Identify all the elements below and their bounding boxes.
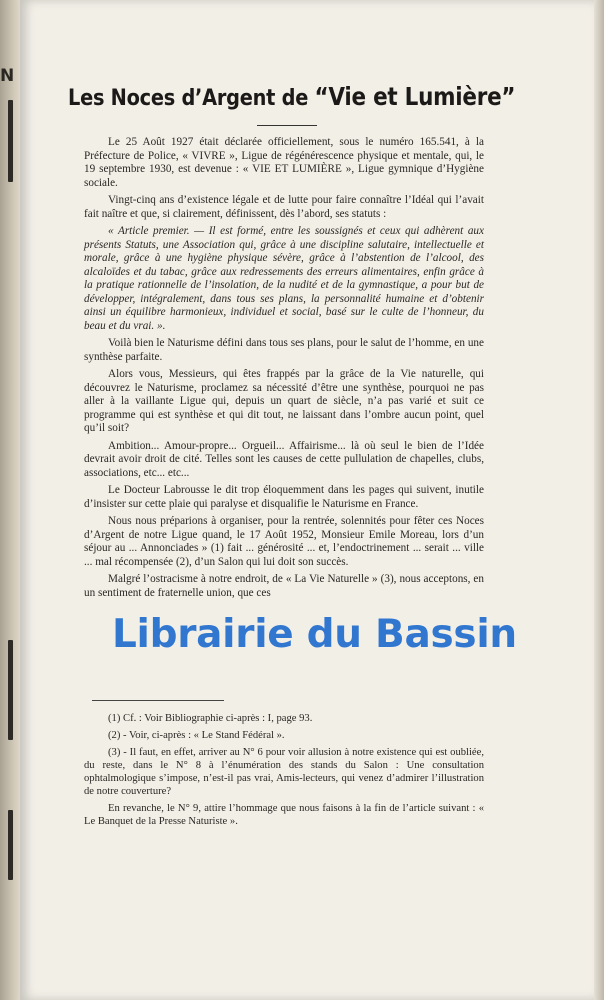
paragraph: Ambition... Amour-propre... Orgueil... Affairisme... là où seul le bien de l’Idée devrait avoir droit de cité. Telles sont les causes de cette pullulation de chapelles, clubs, associations, etc... etc... <box>84 439 484 479</box>
edge-print-bar <box>8 810 13 880</box>
title-underline <box>257 125 317 126</box>
footnote: En revanche, le N° 9, attire l’hommage que nous faisons à la fin de l’article suivant : « Le Banquet de la Presse Naturiste ». <box>84 803 484 827</box>
footnote: (1) Cf. : Voir Bibliographie ci-après : I, page 93. <box>108 713 313 724</box>
paragraph: Nous nous préparions à organiser, pour la rentrée, solennités pour fêter ces Noces d’Argent de notre Ligue quand, le 17 Août 1952, Monsieur Emile Moreau, lors d’un séjour au ... Annonciades » (1) fait ... générosité ... et, l’endoctrinement ... serait ... ville ... mal récompensée (2), d’un Salon qui lui doit son succès. <box>84 515 484 568</box>
paragraph: Le Docteur Labrousse le dit trop éloquemment dans les pages qui suivent, inutile d’insister sur cette plaie qui paralyse et disqualifie le Naturisme en France. <box>84 484 484 510</box>
article-title <box>68 82 516 111</box>
footnote: (3) - Il faut, en effet, arriver au N° 6 pour voir allusion à notre existence qui est oubliée, du reste, dans le N° 8 à l’énumération des stands du Salon : Une consultation ophtalmologique s’impose, n’est-il pas vrai, Amis-lecteurs, qui venez d’admirer l’illustration de notre couverture? <box>84 747 484 797</box>
edge-print-bar <box>8 640 13 740</box>
edge-print-bar <box>8 100 13 182</box>
paragraph: Alors vous, Messieurs, qui êtes frappés par la grâce de la Vie naturelle, qui découvrez le Naturisme, proclamez sa nécessité d’être une synthèse, pourquoi ne pas aller à la vaillante Ligue qui, depuis un quart de siècle, n’a pas varié et suit ce programme qui est synthèse et qui dit tout, ne laissant dans l’ombre aucun point, quel qu’il soit? <box>84 368 484 434</box>
footnote-separator <box>92 700 224 701</box>
title-quoted-name: “Vie et Lumière” <box>314 82 516 111</box>
title-prefix: Les Noces d’Argent de <box>68 85 309 111</box>
paragraph: Le 25 Août 1927 était déclarée officiellement, sous le numéro 165.541, à la Préfecture de Police, « VIVRE », Ligue de régénérescence physique et mentale, qui, le 19 septembre 1930, est devenue : « VIE ET LUMIÈRE », Ligue gymnique d’Hygiène sociale. <box>84 136 484 189</box>
page-right-edge <box>594 0 604 1000</box>
seller-watermark: Librairie du Bassin <box>112 612 517 657</box>
footnote: (2) - Voir, ci-après : « Le Stand Fédéral ». <box>108 730 285 741</box>
footnotes <box>84 712 484 832</box>
paragraph: Voilà bien le Naturisme défini dans tous ses plans, pour le salut de l’homme, en une synthèse parfaite. <box>84 337 484 363</box>
article-body <box>84 136 484 604</box>
adjacent-page-edge <box>0 0 22 1000</box>
statute-quote: « Article premier. — Il est formé, entre les soussignés et ceux qui adhèrent aux présents Statuts, une Association qui, grâce à une discipline salutaire, intellectuelle et morale, grâce à une hygiène physique sévère, grâce à l’abstention de l’alcool, des alcaloïdes et du tabac, grâce aux redressements des erreurs alimentaires, enfin grâce à la pratique rationnelle de l’insolation, de la nudité et de la gymnastique, a pour but de développer, intégralement, dans tous ses plans, la personnalité humaine et d’obtenir ainsi un équilibre harmonieux, individuel et social, basé sur le culte de l’honneur, du beau et du vrai. ». <box>84 225 484 332</box>
adjacent-page-letter: N <box>0 66 15 86</box>
paragraph: Vingt-cinq ans d’existence légale et de lutte pour faire connaître l’Idéal qui l’avait fait naître et que, si clairement, définissent, dès l’abord, ses statuts : <box>84 194 484 220</box>
paragraph: Malgré l’ostracisme à notre endroit, de « La Vie Naturelle » (3), nous acceptons, en un sentiment de fraternelle union, que ces <box>84 573 484 599</box>
